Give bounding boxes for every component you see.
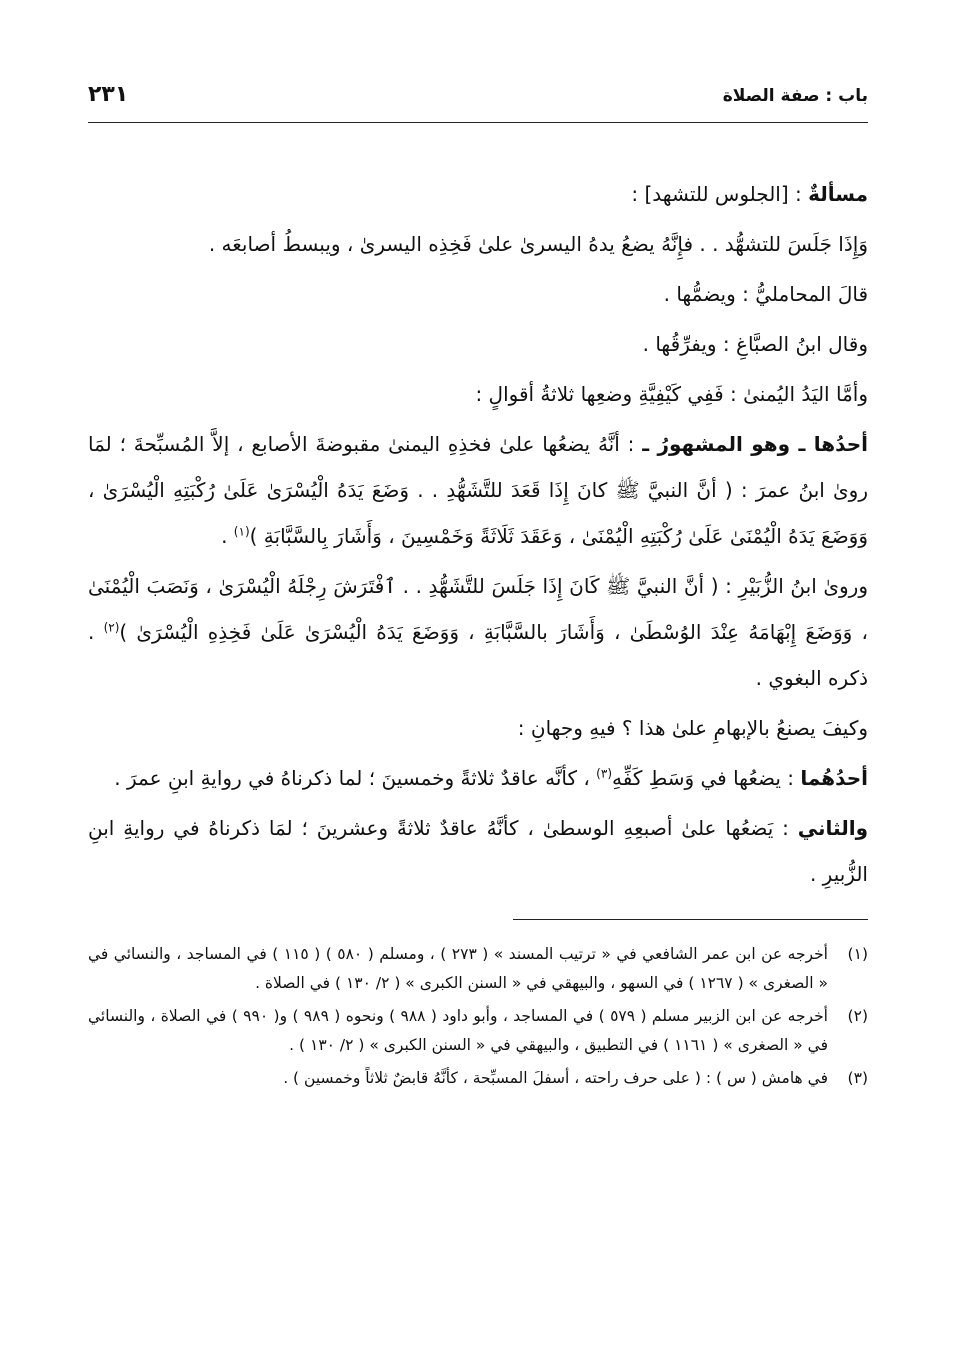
paragraph-issue-heading bbox=[88, 171, 868, 217]
ibn-zubayr-end: . ذكره البغوي . bbox=[88, 620, 868, 690]
paragraph-thumb: وكيفَ يصنعُ بالإبهامِ علىٰ هذا ؟ فيهِ وجهانِ : bbox=[517, 716, 868, 740]
footnote-text: في هامش ( س ) : ( على حرف راحته ، أسفلَ المسبِّحة ، كأنَّهُ قابضٌ ثلاثاً وخمسين ) . bbox=[283, 1069, 828, 1087]
footnote-2 bbox=[88, 1002, 868, 1060]
first-view-text-b: ، كأنَّه عاقدٌ ثلاثةً وخمسينَ ؛ لما ذكرناهُ في روايةِ ابنِ عمرَ . bbox=[114, 766, 597, 790]
paragraph-ibn-zubayr bbox=[88, 563, 868, 701]
footnote-divider bbox=[513, 919, 868, 920]
paragraph-second-view bbox=[88, 805, 868, 897]
footnote-1 bbox=[88, 940, 868, 998]
footnote-3 bbox=[88, 1064, 868, 1093]
second-view-text: : يَضعُها علىٰ أصبعِهِ الوسطىٰ ، كأنَّهُ عاقدٌ ثلاثةً وعشرينَ ؛ لمَا ذكرناهُ في روايةِ ابنِ الزُّبيرِ . bbox=[88, 816, 868, 886]
paragraph-mahamili: قالَ المحامليُّ : ويضمُّها . bbox=[663, 282, 868, 306]
footnote-number: (١) bbox=[847, 945, 868, 963]
footnotes bbox=[88, 940, 868, 1093]
main-text bbox=[88, 171, 868, 897]
chapter-title: باب : صفة الصلاة bbox=[722, 86, 868, 106]
paragraph-first-opinion bbox=[88, 421, 868, 559]
footnote-text: أخرجه عن ابن الزبير مسلم ( ٥٧٩ ) في المساجد ، وأبو داود ( ٩٨٨ ) ونحوه ( ٩٨٩ ) و( ٩٩٠ ) في الصلاة ، والنسائي في « الصغرى » ( ١١٦١ ) في التطبيق ، والبيهقي في « السنن الكبرى » ( ٢/ ١٣٠ ) . bbox=[88, 1007, 828, 1054]
page-header bbox=[88, 78, 868, 123]
paragraph-first-view bbox=[88, 755, 868, 801]
first-opinion-text: : أنَّهُ يضعُها علىٰ فخذِهِ اليمنىٰ مقبوضةَ الأصابع ، إلاَّ المُسبِّحةَ ؛ لمَا روىٰ ابنُ عمرَ : ( أنَّ النبيَّ ﷺ كانَ إِذَا قَعَدَ للتَّشَهُّدِ . . وَضَعَ يَدَهُ الْيُسْرَىٰ عَلَىٰ رُكْبَتِهِ الْيُسْرَىٰ ، وَوَضَعَ يَدَهُ الْيُمْنَىٰ عَلَىٰ رُكْبَتِهِ الْيُمْنَىٰ ، وَعَقَدَ ثَلَاثَةً وَخَمْسِينَ ، وَأَشَارَ بِالسَّبَّابَةِ ) bbox=[88, 432, 868, 548]
page bbox=[88, 78, 868, 1338]
ibn-zubayr-text: وروىٰ ابنُ الزُّبَيْرِ : ( أنَّ النبيَّ ﷺ كَانَ إِذَا جَلَسَ للتَّشَهُّدِ . . ٱفْتَرَشَ رِجْلَهُ الْيُسْرَىٰ ، وَنَصَبَ الْيُمْنَىٰ ، وَوَضَعَ إِبْهَامَهُ عِنْدَ الوُسْطَىٰ ، وَأَشَارَ بالسَّبَّابَةِ ، وَوَضَعَ يَدَهُ الْيُسْرَىٰ عَلَىٰ فَخِذِهِ الْيُسْرَىٰ ) bbox=[88, 574, 868, 644]
first-view-text-a: : يضعُها في وَسَطِ كَفِّهِ bbox=[612, 766, 801, 790]
paragraph-right-hand: وأمَّا اليَدُ اليُمنىٰ : فَفِي كَيْفِيَّةِ وضعِها ثلاثةُ أقوالٍ : bbox=[475, 382, 868, 406]
second-view-term: والثاني bbox=[797, 816, 868, 840]
first-opinion-term: أحدُها ـ وهو المشهورُ ـ bbox=[642, 432, 868, 456]
first-view-term: أحدُهُما bbox=[800, 766, 868, 790]
issue-title: : [الجلوس للتشهد] : bbox=[631, 182, 809, 206]
footnote-text: أخرجه عن ابن عمر الشافعي في « ترتيب المسند » ( ٢٧٣ ) ، ومسلم ( ٥٨٠ ) ( ١١٥ ) في المساجد ، والنسائي في « الصغرى » ( ١٢٦٧ ) في السهو ، والبيهقي في « السنن الكبرى » ( ٢/ ١٣٠ ) في الصلاة . bbox=[88, 945, 828, 992]
first-opinion-end: . bbox=[221, 524, 234, 548]
paragraph-sitting: وَإِذَا جَلَسَ للتشهُّد . . فإِنَّهُ يضعُ يدهُ اليسرىٰ علىٰ فَخِذِه اليسرىٰ ، ويبسطُ أصابعَه . bbox=[208, 232, 868, 256]
footnote-number: (٢) bbox=[847, 1007, 868, 1025]
issue-term: مسألةٌ bbox=[808, 182, 868, 206]
footnote-ref-2[interactable]: (٢) bbox=[103, 620, 120, 635]
footnote-number: (٣) bbox=[847, 1069, 868, 1087]
page-number: ٢٣١ bbox=[88, 82, 129, 107]
paragraph-ibn-sabbagh: وقال ابنُ الصبَّاغِ : ويفرِّقُها . bbox=[642, 332, 868, 356]
footnote-ref-3[interactable]: (٣) bbox=[596, 766, 612, 781]
footnote-ref-1[interactable]: (١) bbox=[233, 524, 250, 539]
